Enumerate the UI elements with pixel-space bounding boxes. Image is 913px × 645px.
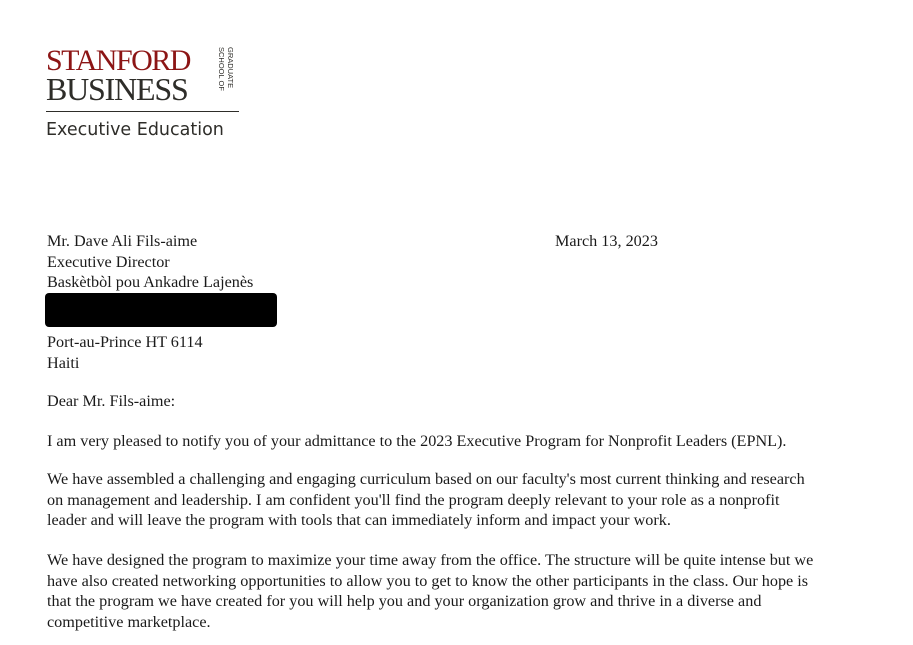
logo-vertical-text xyxy=(214,46,238,102)
recipient-address xyxy=(47,231,253,293)
recipient-title: Executive Director xyxy=(47,252,170,271)
recipient-country: Haiti xyxy=(47,353,80,372)
redaction-box xyxy=(45,293,277,327)
recipient-location xyxy=(47,332,203,373)
recipient-name: Mr. Dave Ali Fils-aime xyxy=(47,232,198,250)
paragraph-line: that the program we have created for you will help you and your organization grow and thrive in a diverse and xyxy=(47,592,762,610)
paragraph-line: We have designed the program to maximize your time away from the office. The structure will be quite intense but we xyxy=(47,551,814,569)
salutation: Dear Mr. Fils-aime: xyxy=(47,392,176,410)
recipient-organization: Baskètbòl pou Ankadre Lajenès xyxy=(47,273,254,291)
paragraph-line: leader and will leave the program with tools that can immediately inform and impact your work. xyxy=(47,511,671,529)
logo-school-of-text: SCHOOL OF xyxy=(217,47,226,91)
logo-stanford-text: STANFORD xyxy=(46,44,190,77)
paragraph-program-design xyxy=(47,550,813,632)
logo-business-text: BUSINESS xyxy=(46,71,188,107)
paragraph-line: We have assembled a challenging and engaging curriculum based on our faculty's most current thinking and research xyxy=(47,470,805,488)
paragraph-line: have also created networking opportunities to allow you to get to know the other participants in the class. Our hope is xyxy=(47,571,809,590)
logo-wordmark xyxy=(46,44,239,107)
paragraph-line: on management and leadership. I am confident you'll find the program deeply relevant to your role as a nonprofit xyxy=(47,490,780,509)
recipient-city-line: Port-au-Prince HT 6114 xyxy=(47,333,203,351)
paragraph-admittance xyxy=(47,431,786,452)
logo-divider xyxy=(46,111,239,112)
stanford-gsb-logo xyxy=(46,44,239,140)
paragraph-curriculum xyxy=(47,469,805,531)
paragraph-line: I am very pleased to notify you of your admittance to the 2023 Executive Program for Nonprofit Leaders (EPNL). xyxy=(47,432,787,450)
letter-date: March 13, 2023 xyxy=(555,232,658,250)
paragraph-line: competitive marketplace. xyxy=(47,612,211,631)
logo-graduate-text: GRADUATE xyxy=(226,47,235,89)
logo-executive-education: Executive Education xyxy=(46,120,224,140)
